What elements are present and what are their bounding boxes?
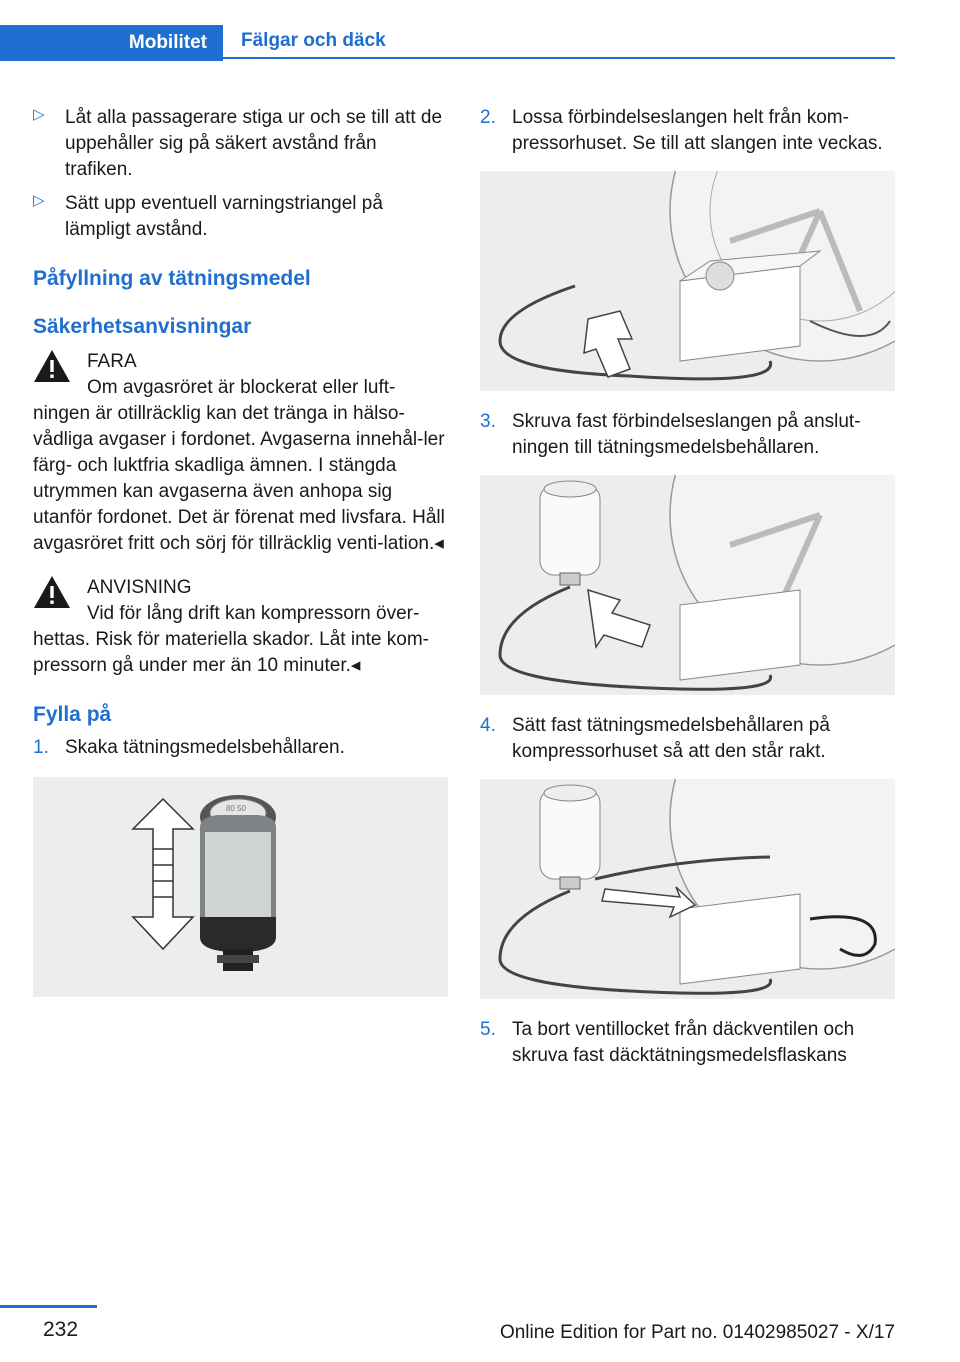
figure-connect-hose [480,475,895,695]
warning-triangle-icon [33,575,71,609]
bullet-text: Låt alla passagerare stiga ur och se till att de uppehåller sig på säkert avstånd från trafiken. [65,107,443,180]
figure-attach-bottle [480,779,895,999]
bullet-item [33,191,448,243]
step-number: 4. [480,715,496,736]
warning-title: FARA [87,351,137,372]
notice-text: hettas. Risk för materiella skador. Låt inte kom-pressorn gå under mer än 10 minuter.◂ [33,629,429,676]
attach-bottle-illustration [480,779,895,999]
warning-box [33,349,448,557]
step-item [480,713,895,765]
compressor-hose-illustration [480,171,895,391]
section-heading-fill: Fylla på [33,703,112,726]
step-number: 2. [480,107,496,128]
page-number: 232 [43,1318,79,1341]
figure-shake-bottle [33,777,448,997]
tab-mobilitet[interactable]: Mobilitet [0,25,223,61]
step-text: Skaka tätningsmedelsbehållaren. [65,737,345,758]
tab-falgar-och-dack[interactable]: Fälgar och däck [223,25,895,59]
shake-bottle-illustration [33,777,448,997]
bullet-text: Sätt upp eventuell varningstriangel på lämpligt avstånd. [65,193,383,240]
step-number: 3. [480,411,496,432]
page-header [0,25,895,61]
step-text: Ta bort ventillocket från däckventilen och skruva fast däcktätningsmedelsflaskans [512,1019,855,1066]
warning-text: ningen är otillräcklig kan det tränga in hälso-vådliga avgaser i fordonet. Avgaserna innehål-ler färg- och luktfria skadliga ämnen. I stängda utrymmen kan avgaserna även anhopa sig utanför fordonet. Det är förenat med livsfara. Håll avgasröret fritt och sörj för tillräcklig venti-lation.◂ [33,403,445,554]
figure-disconnect-hose [480,171,895,391]
notice-text-first-line: Vid för lång drift kan kompressorn över- [87,603,420,624]
bottle-hose-illustration [480,475,895,695]
step-text: Sätt fast tätningsmedelsbehållaren på kompressorhuset så att den står rakt. [512,715,830,762]
bullet-item [33,105,448,183]
step-item [480,105,895,157]
bottle-label: 80 50 [225,804,247,813]
step-text: Skruva fast förbindelseslangen på anslut-ningen till tätningsmedelsbehållaren. [512,411,861,458]
triangle-bullet-icon: ▷ [33,192,45,209]
notice-title: ANVISNING [87,577,192,598]
right-column [480,105,895,1069]
step-number: 5. [480,1019,496,1040]
footer-accent-line [0,1305,97,1308]
step-item [480,1017,895,1069]
section-heading: Påfyllning av tätningsmedel [33,267,311,290]
warning-text-first-line: Om avgasröret är blockerat eller luft- [87,377,396,398]
subsection-heading: Säkerhetsanvisningar [33,315,252,338]
step-number: 1. [33,737,49,758]
warning-triangle-icon [33,349,71,383]
step-item [480,409,895,461]
triangle-bullet-icon: ▷ [33,106,45,123]
step-text: Lossa förbindelseslangen helt från kom-pressorhuset. Se till att slangen inte veckas. [512,107,883,154]
step-item [33,735,448,761]
left-column [33,105,448,997]
edition-note: Online Edition for Part no. 01402985027 - X/17 [499,1322,895,1343]
notice-box [33,575,448,679]
